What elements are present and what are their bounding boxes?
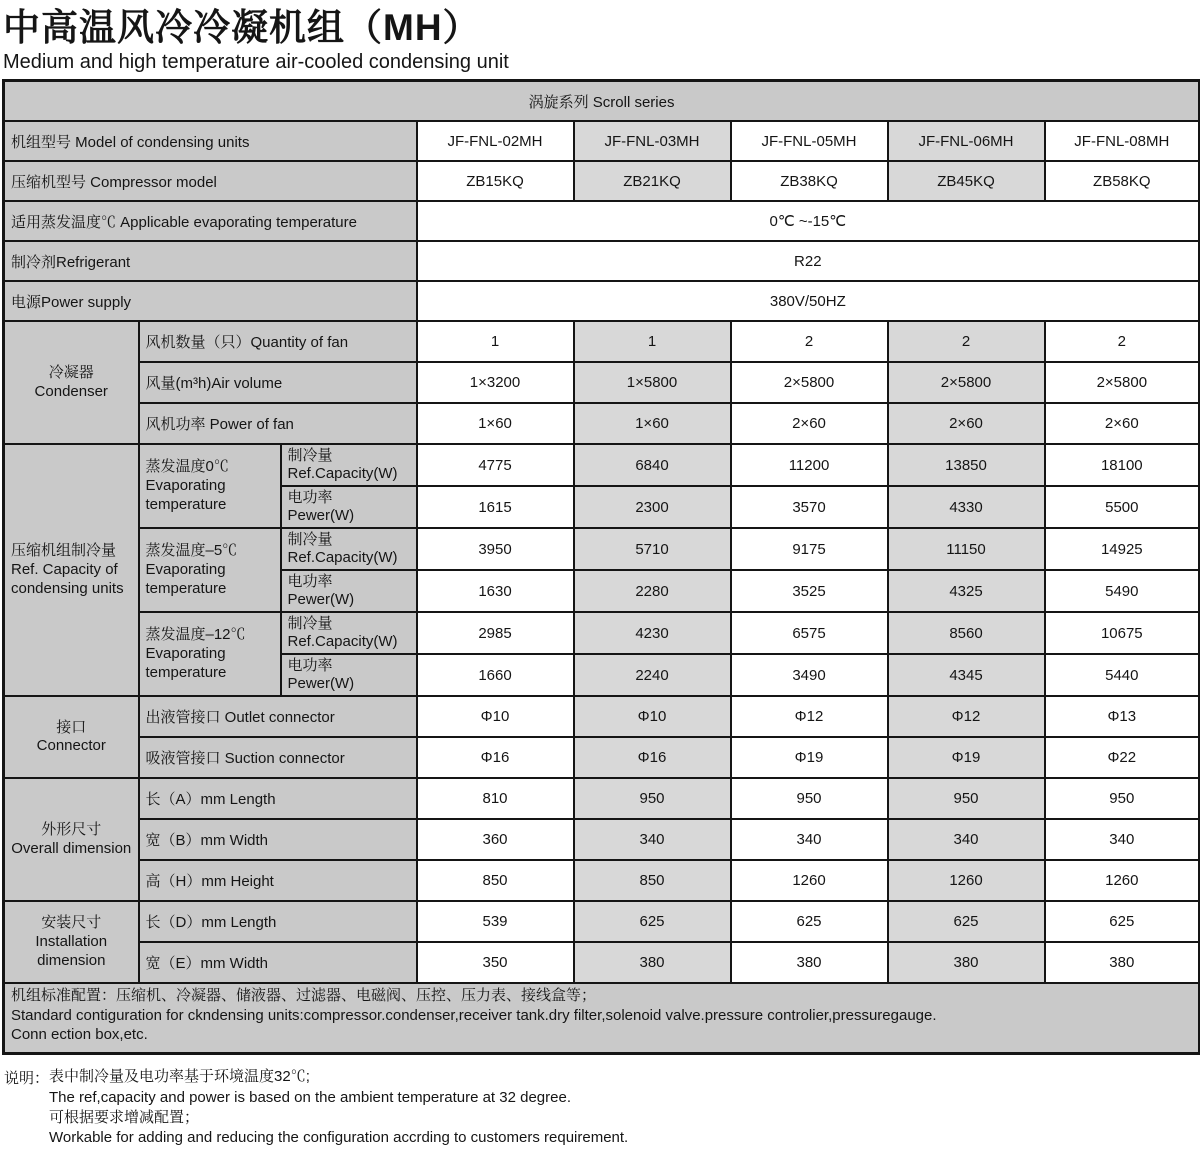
- fan-power-cell: 2×60: [731, 403, 888, 444]
- connector-category-en: Connector: [36, 737, 106, 755]
- ref-capacity-label: [281, 612, 417, 654]
- length-d-cell: 625: [731, 901, 888, 942]
- capacity-cell: 11150: [888, 528, 1045, 570]
- fan-power-cell: 2×60: [1045, 403, 1200, 444]
- power-cell: 2240: [574, 654, 731, 696]
- length-a-cell: 810: [417, 778, 574, 819]
- series-header: 涡旋系列 Scroll series: [4, 81, 1200, 122]
- capacity-cell: 4230: [574, 612, 731, 654]
- evap-temp-row-label: 适用蒸发温度℃ Applicable evaporating temperature: [4, 201, 417, 241]
- ref-capacity-label-en: Ref.Capacity(W): [287, 465, 398, 483]
- evap-temp-minus12-en: Evaporating temperature: [145, 645, 227, 681]
- outlet-connector-label: 出液管接口 Outlet connector: [139, 696, 417, 737]
- length-d-label: 长（D）mm Length: [139, 901, 417, 942]
- suction-connector-cell: Φ22: [1045, 737, 1200, 778]
- fan-power-cell: 2×60: [888, 403, 1045, 444]
- height-h-label: 高（H）mm Height: [139, 860, 417, 901]
- power-cell: 4325: [888, 570, 1045, 612]
- width-e-cell: 350: [417, 942, 574, 983]
- length-d-cell: 539: [417, 901, 574, 942]
- air-volume-cell: 1×3200: [417, 362, 574, 403]
- model-cell: JF-FNL-02MH: [417, 121, 574, 161]
- model-row-label: 机组型号 Model of condensing units: [4, 121, 417, 161]
- fan-power-cell: 1×60: [574, 403, 731, 444]
- air-volume-cell: 2×5800: [731, 362, 888, 403]
- fan-quantity-cell: 2: [1045, 321, 1200, 362]
- length-d-cell: 625: [1045, 901, 1200, 942]
- suction-connector-cell: Φ16: [574, 737, 731, 778]
- power-cell: 5440: [1045, 654, 1200, 696]
- overall-dimension-category: [4, 778, 139, 901]
- standard-config-note: [4, 983, 1200, 1054]
- capacity-category-cn: 压缩机组制冷量: [11, 542, 117, 560]
- power-cell: 5500: [1045, 486, 1200, 528]
- length-a-label: 长（A）mm Length: [139, 778, 417, 819]
- capacity-cell: 14925: [1045, 528, 1200, 570]
- ref-capacity-label-cn: 制冷量: [287, 447, 333, 465]
- evap-temp-minus5-en: Evaporating temperature: [145, 561, 227, 597]
- power-label: [281, 654, 417, 696]
- height-h-cell: 1260: [888, 860, 1045, 901]
- outlet-connector-cell: Φ12: [888, 696, 1045, 737]
- ref-capacity-label-en: Ref.Capacity(W): [287, 549, 398, 567]
- power-cell: 3525: [731, 570, 888, 612]
- width-b-label: 宽（B）mm Width: [139, 819, 417, 860]
- capacity-cell: 3950: [417, 528, 574, 570]
- air-volume-cell: 2×5800: [1045, 362, 1200, 403]
- suction-connector-cell: Φ19: [731, 737, 888, 778]
- outlet-connector-cell: Φ10: [574, 696, 731, 737]
- overall-dimension-cn: 外形尺寸: [41, 821, 102, 839]
- length-a-cell: 950: [888, 778, 1045, 819]
- spec-table: [2, 79, 1200, 1055]
- fan-quantity-label: 风机数量（只）Quantity of fan: [139, 321, 417, 362]
- overall-dimension-en: Overall dimension: [11, 839, 132, 857]
- power-label-en: Pewer(W): [287, 507, 355, 525]
- compressor-cell: ZB38KQ: [731, 161, 888, 201]
- note-line: 可根据要求增减配置；: [49, 1108, 200, 1126]
- width-b-cell: 340: [731, 819, 888, 860]
- length-a-cell: 950: [1045, 778, 1200, 819]
- height-h-cell: 1260: [1045, 860, 1200, 901]
- air-volume-cell: 1×5800: [574, 362, 731, 403]
- ref-capacity-label: [281, 528, 417, 570]
- condenser-category-en: Condenser: [34, 382, 108, 400]
- height-h-cell: 850: [417, 860, 574, 901]
- capacity-cell: 6575: [731, 612, 888, 654]
- capacity-cell: 8560: [888, 612, 1045, 654]
- width-b-cell: 340: [888, 819, 1045, 860]
- power-label-cn: 电功率: [287, 489, 333, 507]
- evap-temp-minus12-cn: 蒸发温度–12℃: [145, 626, 246, 644]
- compressor-cell: ZB21KQ: [574, 161, 731, 201]
- fan-power-label: 风机功率 Power of fan: [139, 403, 417, 444]
- air-volume-cell: 2×5800: [888, 362, 1045, 403]
- power-cell: 2280: [574, 570, 731, 612]
- height-h-cell: 1260: [731, 860, 888, 901]
- power-cell: 3490: [731, 654, 888, 696]
- evap-temp-0-label: [139, 444, 281, 528]
- condenser-category-cn: 冷凝器: [48, 364, 94, 382]
- length-a-cell: 950: [731, 778, 888, 819]
- capacity-category: [4, 444, 139, 696]
- outlet-connector-cell: Φ12: [731, 696, 888, 737]
- outlet-connector-cell: Φ10: [417, 696, 574, 737]
- power-cell: 3570: [731, 486, 888, 528]
- width-e-cell: 380: [731, 942, 888, 983]
- evap-temp-value: 0℃ ~-15℃: [417, 201, 1200, 241]
- installation-dimension-en: Installation dimension: [35, 933, 108, 969]
- fan-quantity-cell: 2: [731, 321, 888, 362]
- ref-capacity-label-en: Ref.Capacity(W): [287, 633, 398, 651]
- refrigerant-row-label: 制冷剂Refrigerant: [4, 241, 417, 281]
- width-e-cell: 380: [1045, 942, 1200, 983]
- length-a-cell: 950: [574, 778, 731, 819]
- capacity-cell: 2985: [417, 612, 574, 654]
- suction-connector-cell: Φ16: [417, 737, 574, 778]
- power-cell: 1630: [417, 570, 574, 612]
- width-e-cell: 380: [574, 942, 731, 983]
- capacity-cell: 5710: [574, 528, 731, 570]
- ref-capacity-label: [281, 444, 417, 486]
- evap-temp-minus5-label: [139, 528, 281, 612]
- power-label: [281, 570, 417, 612]
- outlet-connector-cell: Φ13: [1045, 696, 1200, 737]
- width-b-cell: 340: [1045, 819, 1200, 860]
- standard-config-cn: 机组标准配置：压缩机、冷凝器、储液器、过滤器、电磁阀、压控、压力表、接线盒等；: [11, 987, 597, 1005]
- length-d-cell: 625: [574, 901, 731, 942]
- power-supply-row-label: 电源Power supply: [4, 281, 417, 321]
- power-label-cn: 电功率: [287, 657, 333, 675]
- compressor-cell: ZB58KQ: [1045, 161, 1200, 201]
- notes-lines: [49, 1067, 628, 1148]
- capacity-category-en: Ref. Capacity of condensing units: [11, 561, 124, 597]
- page-title: 中高温风冷冷凝机组（MH）: [3, 7, 481, 48]
- model-cell: JF-FNL-05MH: [731, 121, 888, 161]
- suction-connector-label: 吸液管接口 Suction connector: [139, 737, 417, 778]
- compressor-row-label: 压缩机型号 Compressor model: [4, 161, 417, 201]
- notes-label: 说明：: [4, 1070, 50, 1088]
- standard-config-en2: Conn ection box,etc.: [11, 1026, 148, 1044]
- power-label-cn: 电功率: [287, 573, 333, 591]
- model-cell: JF-FNL-06MH: [888, 121, 1045, 161]
- refrigerant-value: R22: [417, 241, 1200, 281]
- power-label-en: Pewer(W): [287, 675, 355, 693]
- power-cell: 4345: [888, 654, 1045, 696]
- width-e-label: 宽（E）mm Width: [139, 942, 417, 983]
- height-h-cell: 850: [574, 860, 731, 901]
- model-cell: JF-FNL-03MH: [574, 121, 731, 161]
- power-cell: 5490: [1045, 570, 1200, 612]
- power-cell: 1660: [417, 654, 574, 696]
- evap-temp-minus12-label: [139, 612, 281, 696]
- connector-category: [4, 696, 139, 778]
- notes-block: [0, 1055, 1200, 1148]
- compressor-cell: ZB45KQ: [888, 161, 1045, 201]
- note-line: 表中制冷量及电功率基于环境温度32℃;: [49, 1068, 310, 1086]
- note-line: Workable for adding and reducing the configuration accrding to customers requirement.: [49, 1129, 629, 1147]
- capacity-cell: 11200: [731, 444, 888, 486]
- evap-temp-minus5-cn: 蒸发温度–5℃: [145, 542, 238, 560]
- fan-quantity-cell: 1: [574, 321, 731, 362]
- capacity-cell: 6840: [574, 444, 731, 486]
- ref-capacity-label-cn: 制冷量: [287, 615, 333, 633]
- model-cell: JF-FNL-08MH: [1045, 121, 1200, 161]
- installation-dimension-category: [4, 901, 139, 983]
- power-supply-value: 380V/50HZ: [417, 281, 1200, 321]
- fan-quantity-cell: 2: [888, 321, 1045, 362]
- evap-temp-0-cn: 蒸发温度0℃: [145, 458, 229, 476]
- length-d-cell: 625: [888, 901, 1045, 942]
- power-cell: 2300: [574, 486, 731, 528]
- power-label: [281, 486, 417, 528]
- connector-category-cn: 接口: [56, 718, 87, 736]
- air-volume-label: 风量(m³h)Air volume: [139, 362, 417, 403]
- suction-connector-cell: Φ19: [888, 737, 1045, 778]
- capacity-cell: 4775: [417, 444, 574, 486]
- width-e-cell: 380: [888, 942, 1045, 983]
- capacity-cell: 18100: [1045, 444, 1200, 486]
- power-label-en: Pewer(W): [287, 591, 355, 609]
- page-subtitle: Medium and high temperature air-cooled condensing unit: [3, 51, 509, 74]
- width-b-cell: 360: [417, 819, 574, 860]
- capacity-cell: 13850: [888, 444, 1045, 486]
- capacity-cell: 9175: [731, 528, 888, 570]
- width-b-cell: 340: [574, 819, 731, 860]
- evap-temp-0-en: Evaporating temperature: [145, 477, 227, 513]
- power-cell: 4330: [888, 486, 1045, 528]
- ref-capacity-label-cn: 制冷量: [287, 531, 333, 549]
- installation-dimension-cn: 安装尺寸: [41, 914, 102, 932]
- standard-config-en1: Standard contiguration for ckndensing units:compressor.condenser,receiver tank.dry filter,solenoid valve.pressure controlier,pressuregauge.: [11, 1006, 937, 1024]
- fan-quantity-cell: 1: [417, 321, 574, 362]
- compressor-cell: ZB15KQ: [417, 161, 574, 201]
- fan-power-cell: 1×60: [417, 403, 574, 444]
- note-line: The ref,capacity and power is based on the ambient temperature at 32 degree.: [49, 1088, 571, 1106]
- capacity-cell: 10675: [1045, 612, 1200, 654]
- power-cell: 1615: [417, 486, 574, 528]
- condenser-category: [4, 321, 139, 444]
